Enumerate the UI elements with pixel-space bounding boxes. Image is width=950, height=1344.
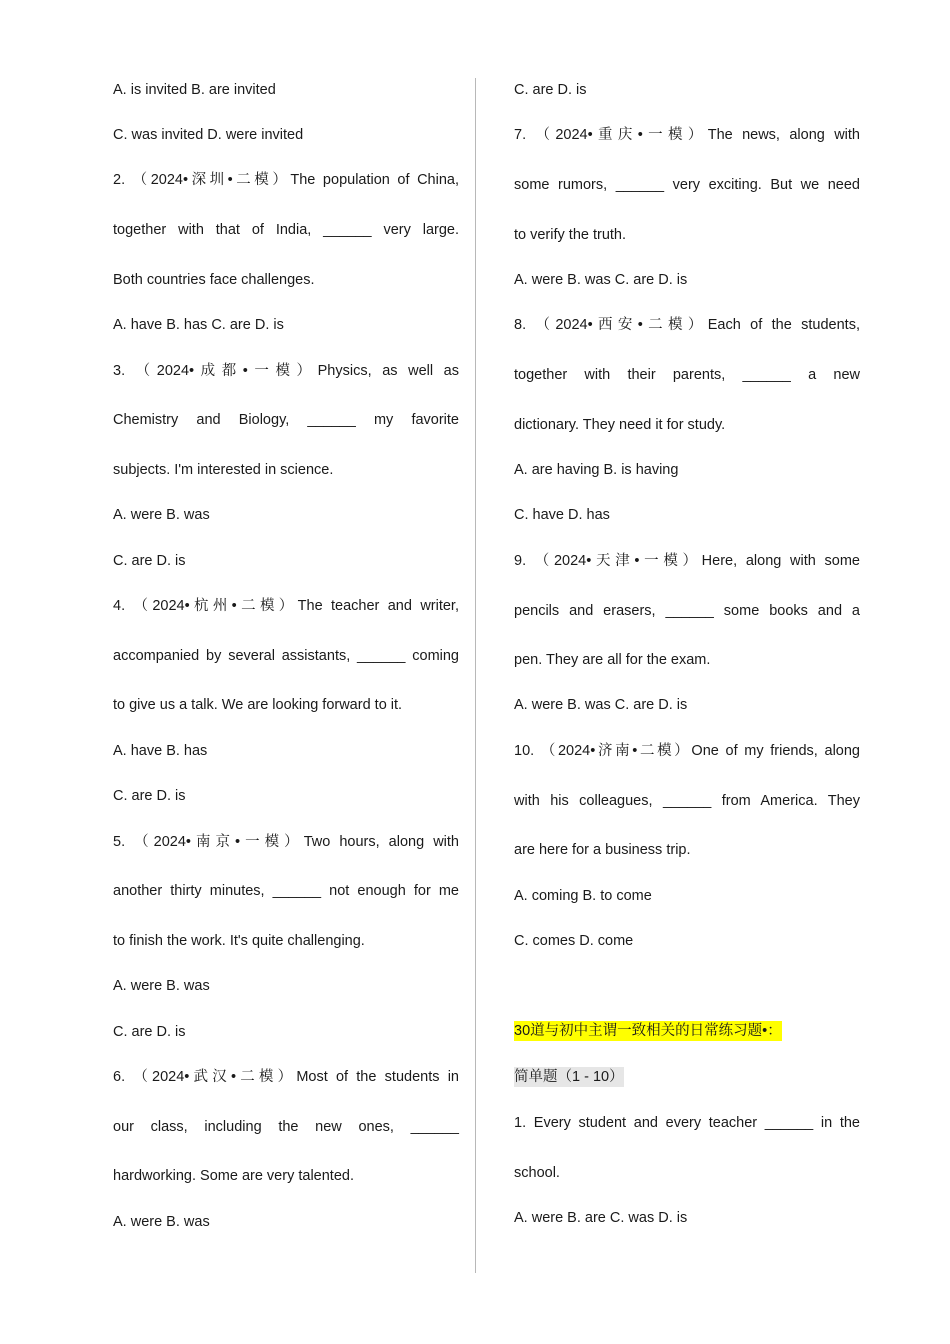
left-text-line: 4. （2024•杭州•二模）The teacher and writer, [113,598,459,614]
left-text-line: together with that of India, ______ very large. [113,222,459,238]
right-text-line: pencils and erasers, ______ some books and a [514,603,860,619]
right-text-line: together with their parents, ______ a new [514,367,860,383]
section-heading: 30道与初中主谓一致相关的日常练习题•： [514,1023,782,1039]
left-text-line: A. have B. has [113,743,208,759]
right-text-line: school. [514,1165,560,1181]
right-text-line: to verify the truth. [514,227,627,243]
right-text-line: C. have D. has [514,507,610,523]
right-text-line [514,1021,782,1041]
left-text-line: 6. （2024•武汉•二模）Most of the students in [113,1069,459,1085]
right-text-line: some rumors, ______ very exciting. But we need [514,177,860,193]
left-text-line: A. is invited B. are invited [113,82,276,98]
left-text-line: 3. （2024•成都•一模）Physics, as well as [113,363,459,379]
left-text-line: A. were B. was [113,978,210,994]
right-text-line: 10. （2024•济南•二模）One of my friends, along [514,743,860,759]
left-text-line: our class, including the new ones, ______ [113,1119,459,1135]
left-text-line: subjects. I'm interested in science. [113,462,334,478]
right-text-line: with his colleagues, ______ from America. They [514,793,860,809]
right-text-line: C. comes D. come [514,933,634,949]
right-text-line: 8. （2024•西安•二模）Each of the students, [514,317,860,333]
subsection-heading: 简单题（1 - 10） [514,1069,624,1085]
left-text-line: Both countries face challenges. [113,272,315,288]
left-text-line: C. are D. is [113,1024,186,1040]
right-text-line: A. were B. are C. was D. is [514,1210,688,1226]
right-text-line: 7. （2024•重庆•一模）The news, along with [514,127,860,143]
left-text-line: to finish the work. It's quite challenging. [113,933,365,949]
left-text-line: A. were B. was [113,507,210,523]
left-text-line: 5. （2024•南京•一模）Two hours, along with [113,834,459,850]
right-text-line: are here for a business trip. [514,842,691,858]
right-text-line: A. were B. was C. are D. is [514,697,688,713]
right-text-line: A. are having B. is having [514,462,679,478]
left-text-line: A. have B. has C. are D. is [113,317,284,333]
left-text-line: accompanied by several assistants, ______ coming [113,648,459,664]
right-text-line: pen. They are all for the exam. [514,652,711,668]
right-text-line: A. coming B. to come [514,888,652,904]
left-text-line: hardworking. Some are very talented. [113,1168,354,1184]
left-text-line: another thirty minutes, ______ not enough for me [113,883,459,899]
right-text-line: 1. Every student and every teacher ______ in the [514,1115,860,1131]
left-text-line: to give us a talk. We are looking forward to it. [113,697,403,713]
left-text-line: C. are D. is [113,788,186,804]
left-text-line: 2. （2024•深圳•二模）The population of China, [113,172,459,188]
right-text-line: C. are D. is [514,82,587,98]
left-text-line: C. are D. is [113,553,186,569]
column-divider [475,78,476,1273]
right-text-line: dictionary. They need it for study. [514,417,726,433]
left-text-line: Chemistry and Biology, ______ my favorite [113,412,459,428]
right-text-line: A. were B. was C. are D. is [514,272,688,288]
left-text-line: C. was invited D. were invited [113,127,304,143]
left-text-line: A. were B. was [113,1214,210,1230]
right-text-line: 9. （2024•天津•一模）Here, along with some [514,553,860,569]
right-text-line [514,1067,624,1087]
